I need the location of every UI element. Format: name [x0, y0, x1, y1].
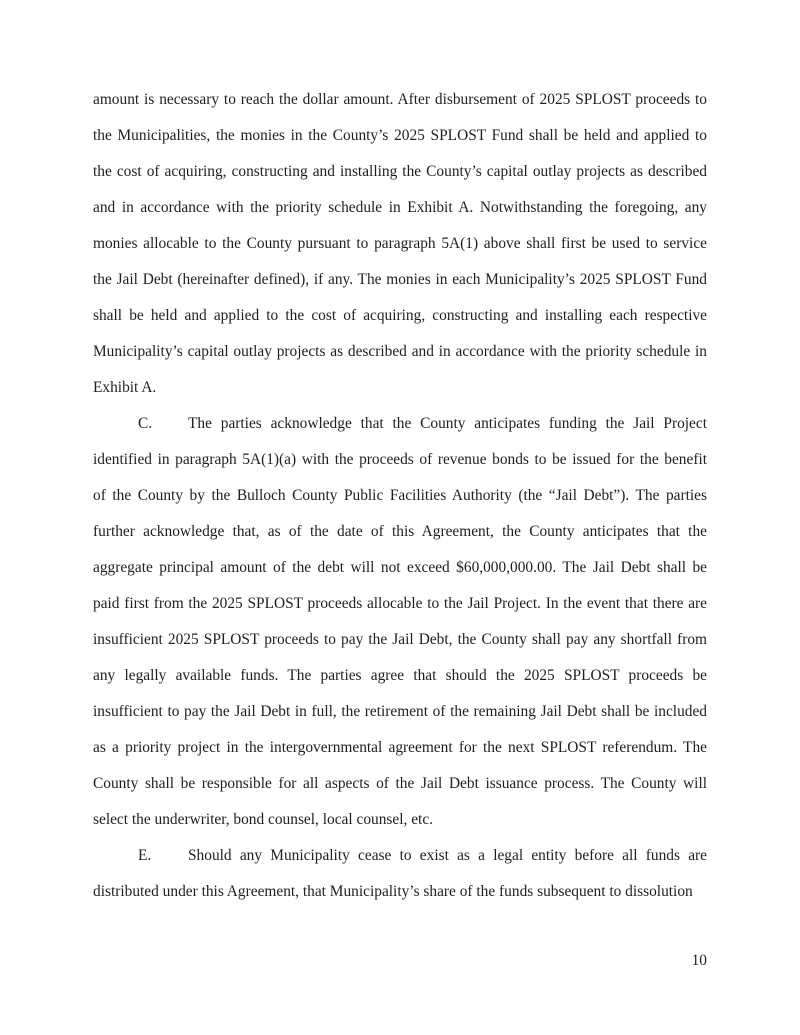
text-line: of the County by the Bulloch County Public Facilities Authority (the “Jail Debt”). The parties — [93, 487, 707, 504]
text-line: Exhibit A. — [93, 379, 157, 396]
text-line: any legally available funds. The parties agree that should the 2025 SPLOST proceeds be — [93, 667, 707, 684]
paragraph-label: E. — [138, 847, 152, 864]
text-line: identified in paragraph 5A(1)(a) with the proceeds of revenue bonds to be issued for the benefit — [93, 451, 707, 468]
text-line: distributed under this Agreement, that Municipality’s share of the funds subsequent to dissolution — [93, 883, 693, 900]
paragraph — [93, 406, 707, 838]
text-line: insufficient 2025 SPLOST proceeds to pay the Jail Debt, the County shall pay any shortfall from — [93, 631, 707, 648]
paragraph — [93, 82, 707, 406]
text-line: monies allocable to the County pursuant to paragraph 5A(1) above shall first be used to service — [93, 235, 707, 252]
text-line: insufficient to pay the Jail Debt in full, the retirement of the remaining Jail Debt shall be included — [93, 703, 707, 720]
text-line: and in accordance with the priority schedule in Exhibit A. Notwithstanding the foregoing, any — [93, 199, 707, 216]
text-line: County shall be responsible for all aspects of the Jail Debt issuance process. The County will — [93, 775, 707, 792]
paragraph-label: C. — [138, 415, 153, 432]
text-line: shall be held and applied to the cost of acquiring, constructing and installing each respective — [93, 307, 707, 324]
text-line: C. The parties acknowledge that the County anticipates funding the Jail Project — [93, 406, 707, 442]
text-line: E. Should any Municipality cease to exist as a legal entity before all funds are — [93, 838, 707, 874]
text-line: amount is necessary to reach the dollar amount. After disbursement of 2025 SPLOST proceeds to — [93, 91, 707, 108]
text-line: the cost of acquiring, constructing and installing the County’s capital outlay projects as described — [93, 163, 707, 180]
text-line: Municipality’s capital outlay projects as described and in accordance with the priority schedule in — [93, 343, 707, 360]
text-line: the Municipalities, the monies in the County’s 2025 SPLOST Fund shall be held and applied to — [93, 127, 707, 144]
text-line: as a priority project in the intergovernmental agreement for the next SPLOST referendum. The — [93, 739, 707, 756]
text-line: the Jail Debt (hereinafter defined), if any. The monies in each Municipality’s 2025 SPLOST Fund — [93, 271, 707, 288]
page-number: 10 — [691, 952, 707, 969]
text-line: select the underwriter, bond counsel, local counsel, etc. — [93, 811, 433, 828]
paragraph — [93, 838, 707, 910]
text-line: aggregate principal amount of the debt will not exceed $60,000,000.00. The Jail Debt shall be — [93, 559, 707, 576]
text-line: paid first from the 2025 SPLOST proceeds allocable to the Jail Project. In the event that there are — [93, 595, 707, 612]
document-content — [93, 82, 707, 910]
text-line: further acknowledge that, as of the date of this Agreement, the County anticipates that the — [93, 523, 707, 540]
